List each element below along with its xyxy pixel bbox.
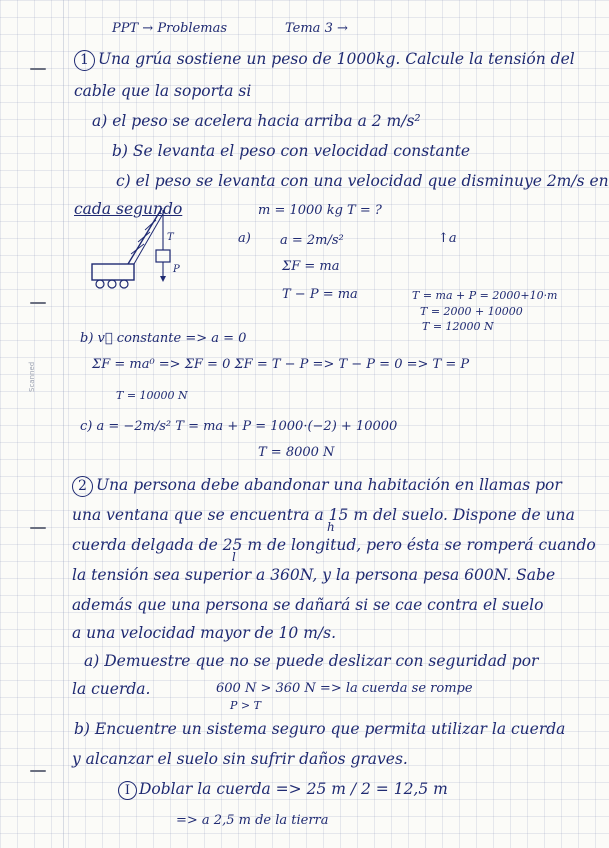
problem-1-part-c-line2: cada segundo	[74, 200, 183, 218]
problem-1-givens: m = 1000 kg T = ?	[258, 203, 382, 218]
scanner-side-label: Scanned	[28, 361, 36, 392]
problem-2-part-a-line1: a) Demuestre que no se puede deslizar con seguridad por	[84, 652, 539, 670]
margin-tick	[30, 68, 46, 70]
solution-a-result2: T = 2000 + 10000	[420, 305, 523, 318]
crane-diagram	[90, 200, 210, 290]
height-mark: h	[327, 520, 335, 534]
problem-2-part-b-line1: b) Encuentre un sistema seguro que permita utilizar la cuerda	[74, 720, 566, 738]
diagram-weight-label: P	[173, 264, 180, 275]
problem-2-number: 2	[72, 476, 93, 497]
problem-2-part-a-line2: la cuerda.	[72, 680, 151, 698]
problem-2-part-b-step1: I Doblar la cuerda => 25 m / 2 = 12,5 m	[118, 780, 448, 800]
solution-a-equation2: T − P = ma	[282, 287, 358, 302]
problem-1-part-c-line1: c) el peso se levanta con una velocidad que disminuye 2m/s en	[116, 172, 609, 190]
solution-a-label: a)	[238, 231, 251, 246]
problem-2-part-b-step1-result: => a 2,5 m de la tierra	[176, 813, 329, 828]
problem-2-statement-line3: cuerda delgada de 25 m de longitud, pero ésta se romperá cuando	[72, 536, 596, 554]
solution-b-line2: ΣF = ma⁰ => ΣF = 0 ΣF = T − P => T − P = 0 => T = P	[92, 357, 470, 372]
problem-1-statement-line2: cable que la soporta si	[74, 82, 252, 100]
margin-tick	[30, 527, 46, 529]
solution-a-result1: T = ma + P = 2000+10·m	[412, 289, 558, 302]
problem-1-part-b: b) Se levanta el peso con velocidad constante	[112, 142, 471, 160]
problem-1-number: 1	[74, 50, 95, 71]
problem-2-statement-line1: 2 Una persona debe abandonar una habitación en llamas por	[72, 476, 562, 497]
diagram-tension-label: T	[167, 232, 174, 243]
problem-2-part-b-line2: y alcanzar el suelo sin sufrir daños graves.	[72, 750, 408, 768]
problem-2-statement-line6: a una velocidad mayor de 10 m/s.	[72, 624, 337, 642]
problem-1-statement-line1: 1 Una grúa sostiene un peso de 1000kg. Calcule la tensión del	[74, 50, 575, 71]
solution-a-direction: ↑a	[438, 231, 457, 246]
solution-a-acceleration: a = 2m/s²	[280, 233, 344, 248]
solution-c-line2: T = 8000 N	[258, 445, 335, 460]
problem-2-statement-line5: además que una persona se dañará si se cae contra el suelo	[72, 596, 544, 614]
solution-b-line3: T = 10000 N	[116, 389, 188, 402]
step-number: I	[118, 781, 137, 800]
solution-c-line1: c) a = −2m/s² T = ma + P = 1000·(−2) + 10000	[80, 419, 398, 434]
problem-1-part-a: a) el peso se acelera hacia arriba a 2 m/s²	[92, 112, 421, 130]
problem-2-statement-line2: una ventana que se encuentra a 15 m del suelo. Dispone de una	[72, 506, 575, 524]
solution-a-equation1: ΣF = ma	[282, 259, 340, 274]
length-mark: l	[232, 550, 236, 564]
margin-tick	[30, 770, 46, 772]
solution-b-line1: b) v⃗ constante => a = 0	[80, 331, 247, 346]
problem-2-statement-line4: la tensión sea superior a 360N, y la persona pesa 600N. Sabe	[72, 566, 556, 584]
header-left: PPT → Problemas	[112, 21, 228, 36]
problem-2-part-a-subscript: P > T	[230, 699, 261, 712]
solution-a-result3: T = 12000 N	[422, 320, 494, 333]
problem-2-part-a-equation: 600 N > 360 N => la cuerda se rompe	[216, 681, 473, 696]
header-right: Tema 3 →	[285, 21, 348, 36]
margin-line	[63, 0, 64, 848]
margin-tick	[30, 302, 46, 304]
